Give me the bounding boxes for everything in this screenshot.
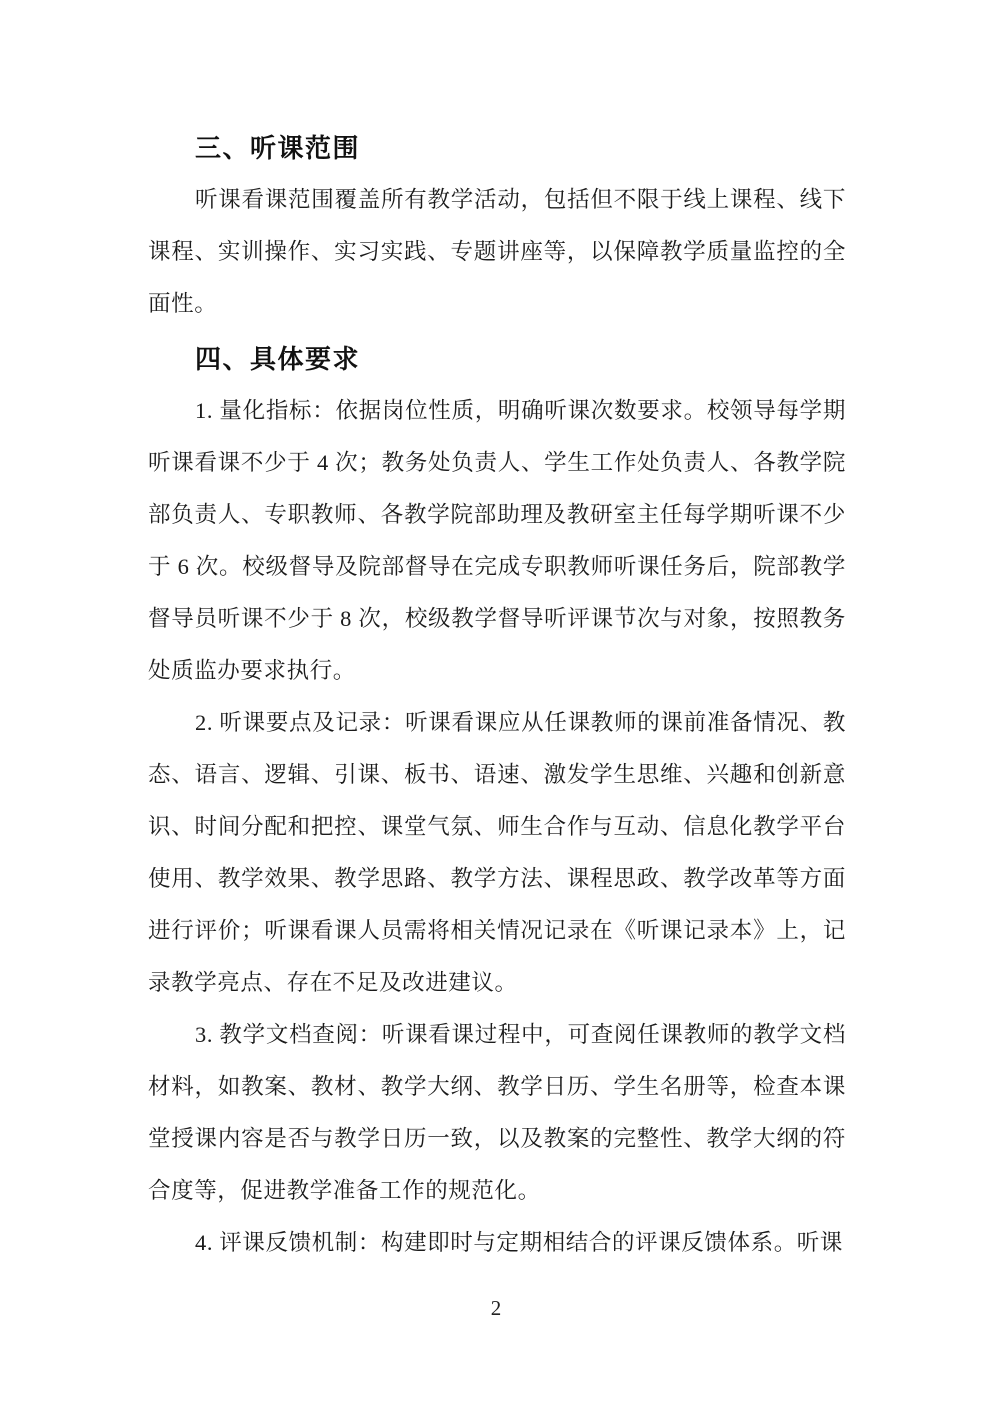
document-body	[148, 122, 846, 1269]
section-heading-listening-scope: 三、听课范围	[195, 133, 361, 163]
page-footer	[0, 1296, 992, 1321]
paragraph-quantitative-indicators: 1. 量化指标：依据岗位性质，明确听课次数要求。校领导每学期听课看课不少于 4 次；教务处负责人、学生工作处负责人、各教学院部负责人、专职教师、各教学院部助理及教研室主任每学期听课不少于 6 次。校级督导及院部督导在完成专职教师听课任务后，院部教学督导员听课不少于 8 次，校级教学督导听评课节次与对象，按照教务处质监办要求执行。	[148, 398, 846, 683]
paragraph-feedback-mechanism: 4. 评课反馈机制：构建即时与定期相结合的评课反馈体系。听课	[195, 1230, 844, 1255]
section-heading-specific-requirements: 四、具体要求	[195, 344, 361, 374]
paragraph-listening-scope: 听课看课范围覆盖所有教学活动，包括但不限于线上课程、线下课程、实训操作、实习实践、专题讲座等，以保障教学质量监控的全面性。	[148, 187, 846, 316]
page-number: 2	[490, 1296, 502, 1320]
section-specific-requirements	[148, 333, 846, 1269]
section-listening-scope	[148, 122, 846, 330]
paragraph-key-points-and-records: 2. 听课要点及记录：听课看课应从任课教师的课前准备情况、教态、语言、逻辑、引课、板书、语速、激发学生思维、兴趣和创新意识、时间分配和把控、课堂气氛、师生合作与互动、信息化教学平台使用、教学效果、教学思路、教学方法、课程思政、教学改革等方面进行评价；听课看课人员需将相关情况记录在《听课记录本》上，记录教学亮点、存在不足及改进建议。	[148, 710, 846, 995]
paragraph-teaching-document-review: 3. 教学文档查阅：听课看课过程中，可查阅任课教师的教学文档材料，如教案、教材、教学大纲、教学日历、学生名册等，检查本课堂授课内容是否与教学日历一致，以及教案的完整性、教学大纲的符合度等，促进教学准备工作的规范化。	[148, 1022, 846, 1203]
